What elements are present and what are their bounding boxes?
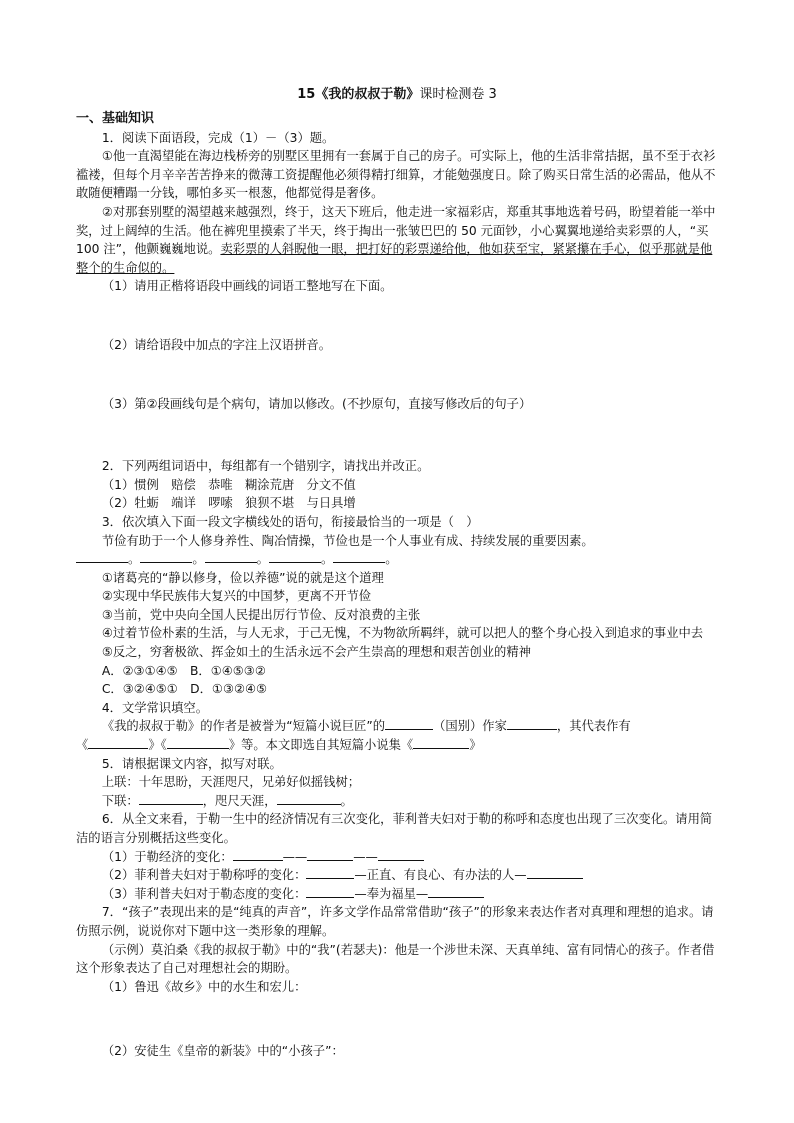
fill-blank[interactable] xyxy=(385,717,433,730)
q2-word: 狼狈不堪 xyxy=(245,496,295,511)
fill-blank[interactable] xyxy=(507,717,557,730)
q3-blanks: 。 。 。 。 。 xyxy=(76,550,722,569)
fill-blank[interactable] xyxy=(277,792,341,805)
q7-sub2: （2）安徒生《皇帝的新装》中的“小孩子”： xyxy=(101,1044,344,1059)
choice-b[interactable]: B．①④⑤③② xyxy=(189,663,266,678)
q2-word: （2）牡蛎 xyxy=(101,496,159,511)
q2-word: 恭唯 xyxy=(208,477,233,492)
q5-upper: 上联：十年思盼，天涯咫尺，兄弟好似摇钱树； xyxy=(101,775,361,790)
q2-word: 糊涂荒唐 xyxy=(245,477,295,492)
worksheet-content xyxy=(76,110,722,1061)
fill-blank[interactable] xyxy=(306,885,354,898)
q2-row1 xyxy=(76,476,722,495)
q2-row2 xyxy=(76,494,722,513)
q7-example: （示例）莫泊桑《我的叔叔于勒》中的“我”(若瑟夫)：他是一个涉世未深、天真单纯、富有同情心的孩子。作者借这个形象表达了自己对理想社会的期盼。 xyxy=(76,942,715,976)
q2-stem: 2．下列两组词语中，每组都有一个错别字，请找出并改正。 xyxy=(101,459,430,474)
fill-blank[interactable] xyxy=(307,848,353,861)
q2-word: 分文不值 xyxy=(306,477,356,492)
q4-stem: 4．文学常识填空。 xyxy=(101,700,209,715)
page-title xyxy=(0,86,794,104)
q3-option-3: ③当前，党中央向全国人民提出厉行节俭、反对浪费的主张 xyxy=(101,607,421,622)
fill-blank[interactable] xyxy=(205,550,257,563)
q3-option-1: ①诸葛亮的“静以修身，俭以养德”说的就是这个道理 xyxy=(101,570,384,585)
q3-choices-ab xyxy=(76,662,722,681)
q2-word: 赔偿 xyxy=(171,477,196,492)
fill-blank[interactable] xyxy=(378,848,424,861)
q6-stem: 6．从全文来看，于勒一生中的经济情况有三次变化，菲利普夫妇对于勒的称呼和态度也出现了三次变化。请用简洁的语言分别概括这些变化。 xyxy=(76,812,713,845)
q1-stem: 1．阅读下面语段，完成（1）－（3）题。 xyxy=(101,130,335,145)
q1-sub1: （1）请用正楷将语段中画线的词语工整地写在下面。 xyxy=(101,279,393,294)
q3-option-4: ④过着节俭朴素的生活，与人无求，于己无愧，不为物欲所羁绊，就可以把人的整个身心投入到追求的事业中去 xyxy=(101,626,704,641)
q7-sub1: （1）鲁迅《故乡》中的水生和宏儿： xyxy=(101,979,307,994)
fill-blank[interactable] xyxy=(306,866,354,879)
choice-a[interactable]: A．②③①④⑤ xyxy=(101,663,178,678)
q1-sub3: （3）第②段画线句是个病句，请加以修改。(不抄原句，直接写修改后的句子） xyxy=(101,396,532,411)
fill-blank[interactable] xyxy=(140,550,192,563)
answer-space[interactable] xyxy=(76,996,722,1042)
q3-lead: 节俭有助于一个人修身养性、陶冶情操，节俭也是一个人事业有成、持续发展的重要因素。 xyxy=(101,533,594,548)
fill-blank[interactable] xyxy=(88,736,148,749)
q3-stem: 3．依次填入下面一段文字横线处的语句，衔接最恰当的一项是（ ） xyxy=(101,514,479,529)
q6-sub3: （3）菲利普夫妇对于勒态度的变化： —奉为福星— xyxy=(76,885,722,904)
fill-blank[interactable] xyxy=(527,866,583,879)
q7-stem: 7．“孩子”表现出来的是“纯真的声音”，许多文学作品常常借助“孩子”的形象来表达作者对真理和理想的追求。请仿照示例，说说你对下题中这一类形象的理解。 xyxy=(76,905,714,938)
q3-choices-cd xyxy=(76,680,722,699)
q1-para2-text: ②对那套别墅的渴望越来越强烈，终于，这天下班后，他走进一家福彩店，郑重其事地选着号码，盼望着能一举中奖，过上阔绰的生活。他在裤兜里摸索了半天，终于掏出一张皱巴巴的 50 元面钞，小心翼翼地递给卖彩票的人，“买 100 注”，他颤巍巍地说。 xyxy=(76,204,716,257)
q3-option-5: ⑤反之，穷奢极欲、挥金如土的生活永远不会产生崇高的理想和艰苦创业的精神 xyxy=(101,645,531,660)
fill-blank[interactable] xyxy=(269,550,321,563)
q1-para2-underlined: 卖彩票的人斜睨他一眼，把打好的彩票递给他，他如获至宝，紧紧攥在手心，似乎那就是他整个的生命似的。 xyxy=(76,242,713,275)
q6-sub2: （2）菲利普夫妇对于勒称呼的变化： —正直、有良心、有办法的人— xyxy=(76,866,722,885)
q2-word: （1）惯例 xyxy=(101,477,159,492)
q1-para2 xyxy=(76,203,722,277)
answer-space[interactable] xyxy=(76,296,722,336)
fill-blank[interactable] xyxy=(333,550,385,563)
title-subtitle: 课时检测卷 3 xyxy=(419,87,497,102)
fill-blank[interactable] xyxy=(233,848,283,861)
choice-d[interactable]: D．①③②④⑤ xyxy=(190,682,268,697)
q5-stem: 5．请根据课文内容，拟写对联。 xyxy=(101,756,282,771)
q3-option-2: ②实现中华民族伟大复兴的中国梦，更离不开节俭 xyxy=(101,589,372,604)
title-lesson: 15《我的叔叔于勒》 xyxy=(297,87,420,102)
q5-lower: 下联： ，咫尺天涯， 。 xyxy=(101,793,353,808)
fill-blank[interactable] xyxy=(413,736,469,749)
q4-line1: 《我的叔叔于勒》的作者是被誉为“短篇小说巨匠”的 （国别）作家 ，其代表作有 xyxy=(101,719,631,734)
q2-word: 啰嗦 xyxy=(208,496,233,511)
fill-blank[interactable] xyxy=(139,792,203,805)
q4-line2: 《 》《 》等。本文即选自其短篇小说集《 》 xyxy=(76,738,482,753)
answer-space[interactable] xyxy=(76,355,722,395)
q6-sub1: （1）于勒经济的变化： —— —— xyxy=(76,848,722,867)
q1-para1: ①他一直渴望能在海边栈桥旁的别墅区里拥有一套属于自己的房子。可实际上，他的生活非常拮据，虽不至于衣衫褴褛，但每个月辛辛苦苦挣来的微薄工资提醒他必须得精打细算，才能勉强度日。除了购买日常生活的必需品，他从不敢随便糟蹋一分钱，哪怕多买一根葱，他都觉得是奢侈。 xyxy=(76,149,716,201)
q2-word: 端详 xyxy=(171,496,196,511)
fill-blank[interactable] xyxy=(167,736,229,749)
q2-word: 与日具增 xyxy=(306,496,356,511)
answer-space[interactable] xyxy=(76,413,722,457)
q1-sub2: （2）请给语段中加点的字注上汉语拼音。 xyxy=(101,337,331,352)
section-heading: 一、基础知识 xyxy=(76,111,155,126)
fill-blank[interactable] xyxy=(76,550,128,563)
choice-c[interactable]: C．③②④⑤① xyxy=(101,682,178,697)
fill-blank[interactable] xyxy=(428,885,484,898)
